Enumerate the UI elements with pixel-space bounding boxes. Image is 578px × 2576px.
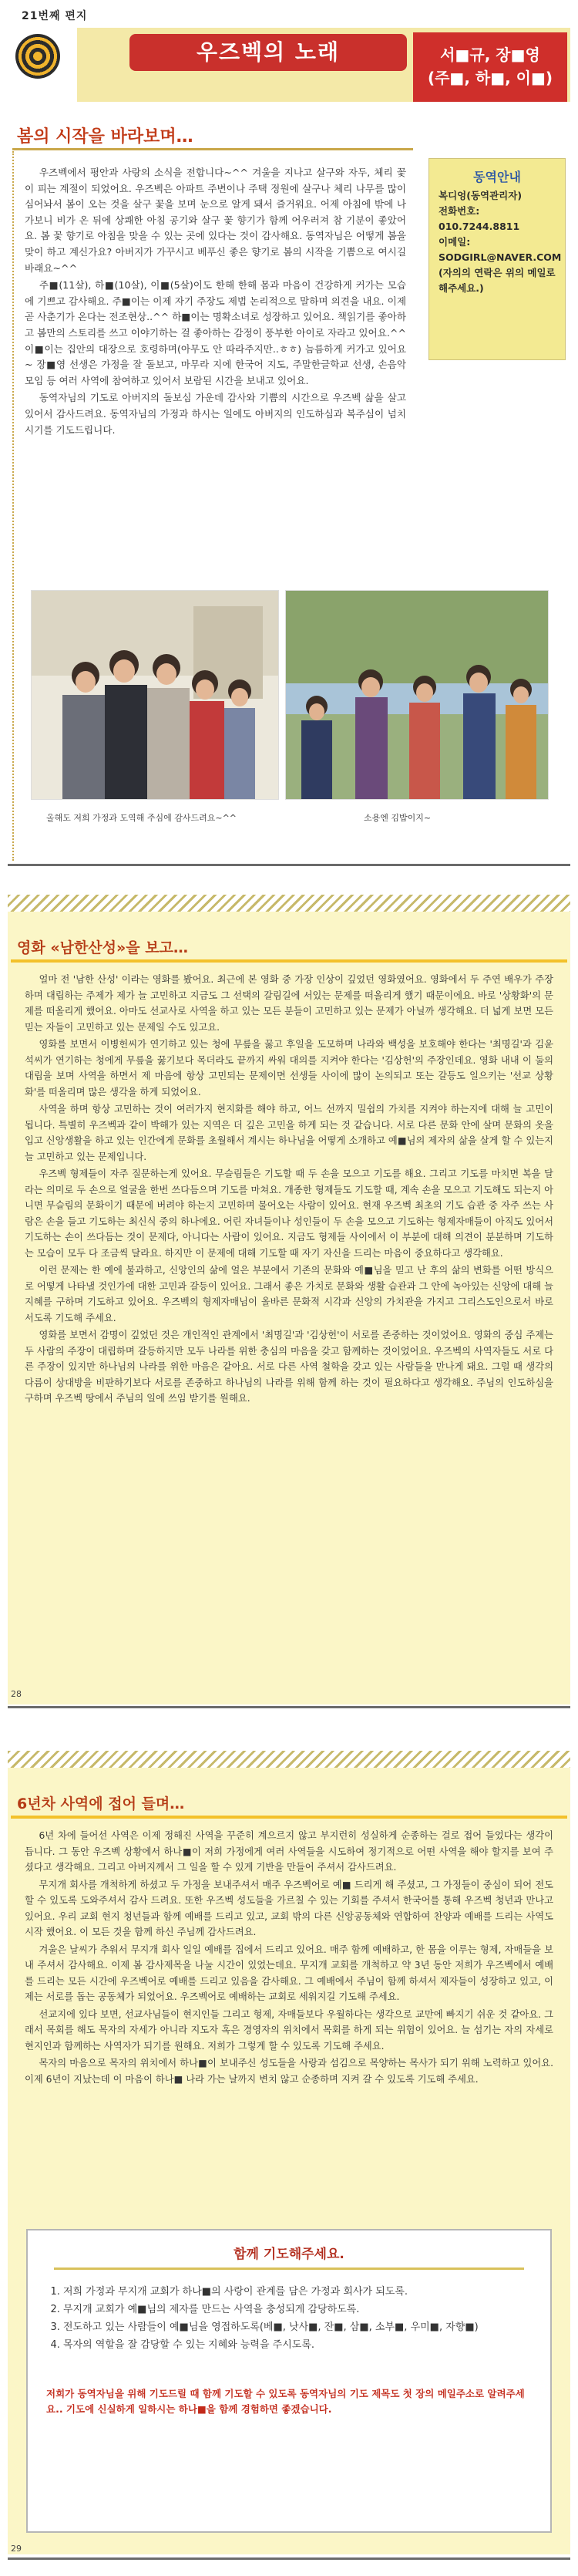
decorative-stripe	[8, 1751, 570, 1768]
prayer-title: 함께 기도해주세요.	[234, 2247, 344, 2262]
divider	[8, 864, 570, 866]
section-title-spring: 봄의 시작을 바라보며…	[17, 127, 193, 147]
list-item: 4. 목자의 역할을 잘 감당할 수 있는 지혜와 능력을 주시도록.	[63, 2336, 535, 2354]
newsletter-title: 우즈벡의 노래	[129, 34, 407, 71]
email-link[interactable]: SODGIRL@NAVER.COM	[439, 251, 562, 263]
list-item: 2. 무지개 교회가 예■님의 제자를 만드는 사역을 충성되게 감당하도록.	[63, 2301, 535, 2318]
decorative-stripe	[8, 895, 570, 912]
prayer-note: 저희가 동역자님을 위해 기도드릴 때 함께 기도할 수 있도록 동역자님의 기도 제목도 첫 장의 메일주소로 알려주세요.. 기도에 신실하게 일하시는 하나■을 함께 경험하면 좋겠습니다.	[46, 2388, 525, 2415]
list-item: 3. 전도하고 있는 사람들이 예■님을 영접하도록(베■, 낫사■, 잔■, 삼■, 소부■, 우미■, 자향■)	[63, 2318, 535, 2336]
family-photo-image	[32, 591, 278, 799]
picnic-photo-image	[286, 591, 548, 799]
contact-box: 동역안내 복디엉(동역관리자) 전화번호: 010.7244.8811 이메일: SODGIRL@NAVER.COM (자의의 연락은 위의 메일로 해주세요.)	[428, 158, 566, 360]
prayer-request-box	[26, 2229, 552, 2533]
page-3	[0, 1735, 578, 2576]
section-title-ministry: 6년차 사역에 접어 들며…	[17, 1795, 185, 1812]
divider	[54, 2267, 524, 2270]
section-title-movie: 영화 «남한산성»을 보고…	[17, 939, 188, 956]
divider	[12, 151, 14, 861]
page-1	[0, 0, 578, 887]
page-number: 29	[11, 2544, 22, 2554]
page-number: 28	[11, 1689, 22, 1699]
divider	[8, 2557, 570, 2560]
photo-caption-right: 소용엔 김밥이지~	[364, 813, 432, 823]
divider	[8, 1706, 570, 1708]
picnic-photo	[285, 590, 549, 800]
family-photo	[31, 590, 279, 800]
spring-article: 우즈벡에서 평안과 사랑의 소식을 전합니다~^^ 겨울을 지나고 살구와 자두, 체리 꽃이 피는 계절이 되었어요. 우즈벡은 아파트 주변이나 주택 정원에 살구나 체리 나무를 많이 심어놔서 봄이 오는 것을 살구 꽃을 보며 눈으로 알게 돼서 즐거워요. 어제 아침에 밖에 나가보니 비가 온 뒤에 상쾌한 아침 공기와 살구 꽃 향기가 함께 어우러져 참 기분이 좋았어요. 봄 꽃 향기로 아침을 맞을 수 있는 곳에 있다는 것이 감사해요. 동역자님은 어떻게 봄을 맞이 하고 계신가요? 아버지가 가꾸시고 베푸신 좋은 향기로 봄의 시작을 기쁨으로 여시길 바래요~^^ 주■(11살), 하■(10살), 이■(5살)이도 한해 한해 몸과 마음이 건강하게 커가는 모습에 기쁘고 감사해요. 주■이는 이제 자기 주장도 제법 논리적으로 말하며 의견을 내요. 이제 곧 사춘기가 온다는 전조현상..^^ 하■이는 명확소녀로 성장하고 있어요. 책읽기를 좋아하고 봄만의 스토리를 쓰고 이야기하는 걸 좋아하는 감정이 풍부한 아이로 자라고 있어요.^^ 이■이는 집안의 대장으로 호령하며(아무도 안 따라주지만..ㅎㅎ) 늠름하게 커가고 있어요~ 장■영 선생은 가정을 잘 돌보고, 마무라 지에 한국어 지도, 주말한글학교 선생, 손음악 모임 등 여러 사역에 참여하고 있어서 보람된 시간을 보내고 있어요. 동역자님의 기도로 아버지의 돌보심 가운데 감사와 기쁨의 시간으로 우즈벡 삶을 살고 있어서 감사드려요. 동역자님의 가정과 하시는 일에도 아버지의 인도하심과 복주심이 넘치시기를 기도드립니다.	[25, 167, 406, 436]
newsletter-number: 21번째 편지	[22, 10, 88, 22]
page-2	[0, 887, 578, 1735]
ministry-article: 6년 차에 들어선 사역은 이제 정해진 사역을 꾸준히 계으르지 않고 부지런히 성실하게 순종하는 걸로 접어 들었다는 생각이 듭니다. 그 동안 우즈벡 상황에서 하나■이 저희 가정에게 여러 사역들을 시도하여 정기적으로 어떤 사역을 해야 할지를 보여 주셨다고 생각해요. 그리고 아버지께서 그 일을 할 수 있게 기반을 만들어 주셔서 감사드려요. 무지개 회사를 개척하게 하셨고 두 가정을 보내주셔서 매주 우즈벡어로 예■ 드리게 해 주셨고, 그 가정들이 중심이 되어 전도 할 수 있도록 도와주셔서 감사 드려요. 또한 우즈벡 성도들을 가르칠 수 있는 기회를 주셔서 한국어를 통해 우즈벡 청년과 만나고 있어요. 우리 교회 현지 청년들과 함께 예배를 드리고 있고, 교회 밖의 다른 신앙공동체와 연합하여 찬양과 예배를 드리는 사역도 시작 했어요. 이 모든 것을 함께 하신 주님께 감사드려요. 겨울은 날씨가 추워서 무지개 회사 일일 예배를 집에서 드리고 있어요. 매주 함께 예배하고, 한 몸을 이루는 형제, 자매들을 보내 주셔서 감사해요. 이제 봄 감사제목을 나눌 시간이 있었는데요. 무지개 교회를 개척하고 약 3년 동안 저희가 우즈벡에서 예배를 드리는 모든 시간에 우즈벡어로 예배를 드리고 있음을 감사해요. 그 예배에서 주님이 함께 하셔서 제자들이 성장하고 있고, 이제는 서로를 돕는 공동체가 되었어요. 우즈벡어로 예배하는 교회로 세워지길 기도해 주세요. 선교지에 있다 보면, 선교사님들이 현지인들 그리고 형제, 자매들보다 우월하다는 생각으로 교만에 빠지기 쉬운 것 같아요. 그래서 목회를 해도 목자의 자세가 아니라 지도자 혹은 경영자의 위치에서 목회를 하게 되는 위험이 있어요. 늘 섬기는 자의 자세로 현지인과 함께하는 사역자가 되기를 원해요. 저희가 그렇게 할 수 있도록 기도해 주세요. 목자의 마음으로 목자의 위치에서 하나■이 보내주신 성도들을 사랑과 섬김으로 목양하는 목사가 되기 위해 노력하고 있어요. 이제 6년이 지났는데 이 마음이 하나■ 나라 가는 날까지 변치 않고 순종하며 지켜 갈 수 있도록 기도해 주세요.	[25, 1830, 553, 2085]
movie-article: 얼마 전 '남한 산성' 이라는 영화를 봤어요. 최근에 본 영화 중 가장 인상이 깊었던 영화였어요. 영화에서 두 주연 배우가 주장하며 대립하는 주제가 제가 늘 고민하고 지금도 그 선택의 갈림길에 서있는 문제를 떠올리게 했기 때문이에요. 바로 '상황화'의 문제를 떠올리게 했어요. 아마도 선교사로 사역을 하고 있는 모든 분들이 고민하고 있는 문제가 아닐까 생각해요. 더 넓게 보면 모든 믿는 자들이 고민하고 있는 문제일 수도 있고요. 영화를 보면서 이병헌씨가 연기하고 있는 청에 무릎을 꿇고 후일을 도모하며 나라와 백성을 보호해야 한다는 '최명길'과 김윤석씨가 연기하는 청에게 무릎을 꿇기보다 목더라도 끝까지 싸워 대의를 지켜야 한다는 '김상헌'의 주장인데요. 영화 내내 이 둘의 대립을 보며 사역을 하면서 제 마음에 항상 고민되는 문제이면 선생들 사이에 많이 논의되고 또는 갈등도 일으키는 '선교 상황화'를 떠올리며 많은 생각을 하게 되었어요. 사역을 하며 항상 고민하는 것이 여러가지 현지화를 해야 하고, 어느 선까지 밀쉽의 가치를 지켜야 하는지에 대해 늘 고민이 됩니다. 특별히 우즈벡과 같이 박해가 있는 지역은 더 깊은 고민을 하게 되는 것 같습니다. 서로 다른 문화 안에 살며 문화의 옷을 입고 신앙생활을 하고 있는 인간에게 문화를 초월해서 계시는 하나님을 어떻게 소개하고 예■님의 제자의 삶을 살게 할 수 있는지 늘 고민하고 있는 문제입니다. 우즈벡 형제들이 자주 질문하는게 있어요. 무슬림들은 기도할 때 두 손을 모으고 기도를 해요. 그리고 기도를 마치면 복을 달라는 의미로 두 손으로 얼굴을 한번 쓰다듬으며 기도를 마쳐요. 개종한 형제들도 기도할 때, 계속 손을 모으고 기도해도 되는지 아니면 무슬림의 문화이기 때문에 버려야 하는지 고민하며 물어오는 사람이 있어요. 현재 우즈벡 최초의 기도 습관 중 자주 쓰는 사람은 손을 들고 기도하는 최신식 중의 하나에요. 어린 자녀들이나 성인들이 두 손을 모으고 기도하는 형제자매들이 아직도 있어서 기도하는 손이 쓰다듬는 것이 문제다, 아니다는 사람이 있어요. 지금도 형제들 사이에서 이 부분에 대해 의견이 분분하며 기도하는 모습이 모두 다 조금씩 달라요. 하지만 이 문제에 대해 기도할 때 자기 자신을 드리는 마음이 중요하다고 생각해요. 이런 문제는 한 예에 불과하고, 신앙인의 삶에 얼은 부분에서 기존의 문화와 예■님을 믿고 난 후의 삶의 변화를 어떤 방식으로 어떻게 나타낼 것인가에 대한 고민과 갈등이 있어요. 그래서 좋은 가치로 문화와 생활 습관과 그 안에 녹아있는 신앙에 대해 늘 지혜를 구하며 기도하고 있어요. 우즈벡의 형제자매님이 올바른 문화적 시각과 신앙의 가치관을 가지고 그리스도인으로서 바로 서도록 기도해 주세요. 영화를 보면서 감명이 깊었던 것은 개인적인 관계에서 '최명길'과 '김상헌'이 서로를 존중하는 것이었어요. 영화의 중심 주제는 두 사람의 주장이 대립하며 갈등하지만 모두 나라를 위한 충심의 마음을 갖고 함께하는 것이었어요. 우즈벡의 사역자들도 서로 다른 주장이 있지만 하나님의 나라를 위한 마음은 같아요. 서로 다른 사역 철학을 갖고 있는 사람들을 만나게 돼요. 그럴 때 생각의 다름이 상대방을 비판하기보다 서로를 존중하고 하나님의 나라를 위해 함께 하는 것이 필요하다고 생각해요. 주님의 인도하심을 구하며 우즈벡 땅에서 주님의 일에 쓰임 받기를 원해요.	[25, 974, 553, 1404]
divider	[12, 148, 413, 150]
list-item: 1. 저희 가정과 무지개 교회가 하나■의 사랑이 관계를 담은 가정과 회사가 되도록.	[63, 2283, 535, 2301]
photo-caption-left: 올해도 저희 가정과 도역해 주심에 감사드려요~^^	[46, 813, 237, 823]
family-names: 서■규, 장■영 (주■, 하■, 이■)	[413, 32, 567, 102]
prayer-list	[43, 2283, 535, 2354]
spiral-icon	[15, 34, 60, 79]
